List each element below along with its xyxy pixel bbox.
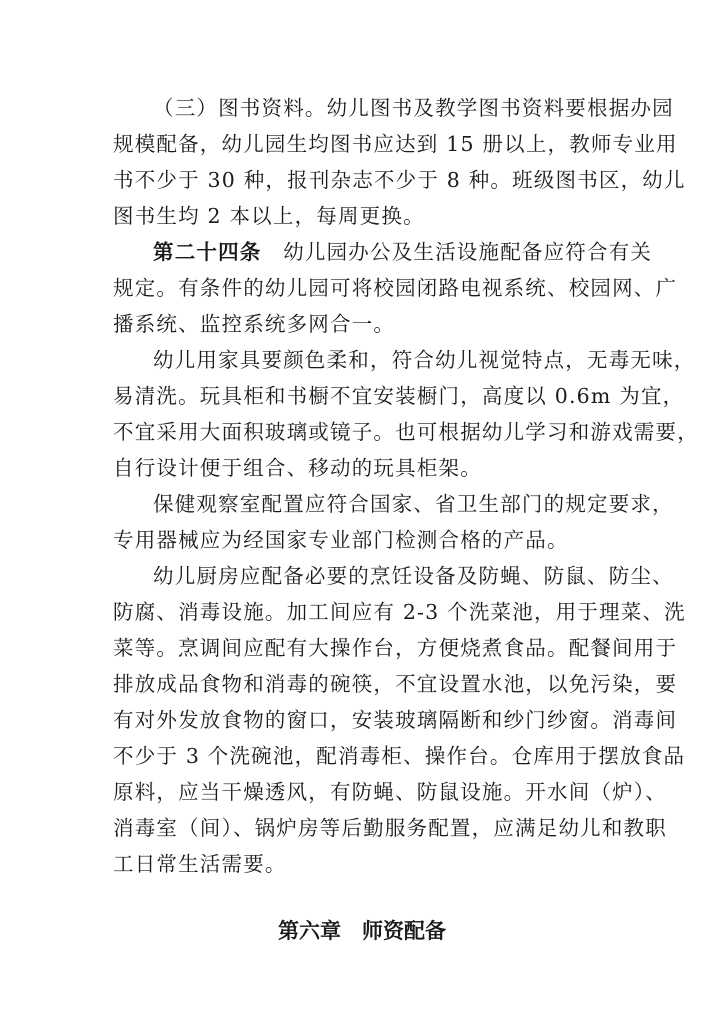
- chapter-heading: 第六章 师资配备: [278, 919, 446, 943]
- paragraph-5-line-1: 幼儿厨房应配备必要的烹饪设备及防蝇、防鼠、防尘、: [153, 564, 674, 588]
- paragraph-5-line-9: 工日常生活需要。: [113, 852, 287, 876]
- paragraph-5-line-2: 防腐、消毒设施。加工间应有 2-3 个洗菜池，用于理菜、洗: [113, 600, 686, 624]
- paragraph-5-line-7: 原料，应当干燥透风，有防蝇、防鼠设施。开水间（炉）、: [113, 780, 667, 804]
- paragraph-4-line-1: 保健观察室配置应符合国家、省卫生部门的规定要求，: [153, 492, 674, 516]
- paragraph-5-line-3: 菜等。烹调间应配有大操作台，方便烧煮食品。配餐间用于: [113, 636, 678, 660]
- paragraph-2-line-2: 规定。有条件的幼儿园可将校园闭路电视系统、校园网、广: [113, 276, 678, 300]
- paragraph-1-line-1: （三）图书资料。幼儿图书及教学图书资料要根据办园: [153, 96, 674, 120]
- article-24-first-line: [153, 240, 652, 264]
- article-24-text: 幼儿园办公及生活设施配备应符合有关: [261, 240, 653, 264]
- paragraph-3-line-3: 不宜采用大面积玻璃或镜子。也可根据幼儿学习和游戏需要，: [113, 420, 699, 444]
- paragraph-3-line-1: 幼儿用家具要颜色柔和，符合幼儿视觉特点，无毒无味，: [153, 348, 696, 372]
- paragraph-5-line-4: 排放成品食物和消毒的碗筷，不宜设置水池，以免污染，要: [113, 672, 678, 696]
- paragraph-1-line-2: 规模配备，幼儿园生均图书应达到 15 册以上，教师专业用: [113, 132, 678, 156]
- paragraph-1-line-4: 图书生均 2 本以上，每周更换。: [113, 204, 425, 228]
- paragraph-5-line-8: 消毒室（间）、锅炉房等后勤服务配置，应满足幼儿和教职: [113, 816, 667, 840]
- paragraph-5-line-5: 有对外发放食物的窗口，安装玻璃隔断和纱门纱窗。消毒间: [113, 708, 678, 732]
- article-24-label: 第二十四条: [153, 240, 262, 264]
- paragraph-1-line-3: 书不少于 30 种，报刊杂志不少于 8 种。班级图书区，幼儿: [113, 168, 686, 192]
- paragraph-3-line-4: 自行设计便于组合、移动的玩具柜架。: [113, 456, 482, 480]
- paragraph-3-line-2: 易清洗。玩具柜和书橱不宜安装橱门，高度以 0.6m 为宜，: [113, 384, 685, 408]
- paragraph-2-line-3: 播系统、监控系统多网合一。: [113, 312, 396, 336]
- paragraph-4-line-2: 专用器械应为经国家专业部门检测合格的产品。: [113, 528, 569, 552]
- paragraph-5-line-6: 不少于 3 个洗碗池，配消毒柜、操作台。仓库用于摆放食品: [113, 744, 686, 768]
